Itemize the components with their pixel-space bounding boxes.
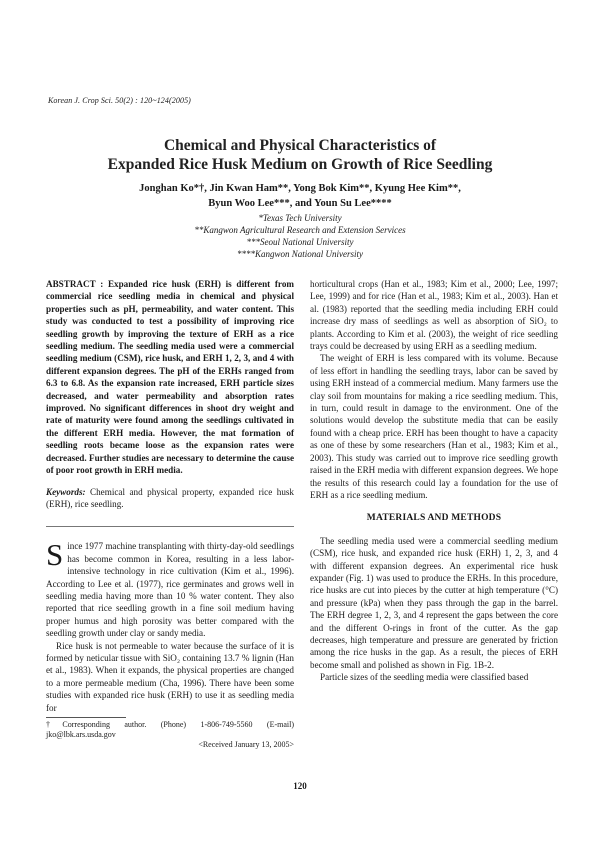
paper-title [40,136,560,174]
methods-paragraph-2: Particle sizes of the seedling media were classified based [320,672,529,683]
abstract [46,278,294,477]
abstract-text: Expanded rice husk (ERH) is different from commercial rice seedling media in chemical and physical properties such as pH, permeability, and water content. This study was conducted to test a possibility of improving rice seedling growth by improving the texture of ERH as a rice seedling medium. The seedling media used were a commercial seedling medium (CSM), rice husk, and ERH 1, 2, 3, and 4 with different expansion degrees. The pH of the ERHs ranged from 6.3 to 6.8. As the expansion rate increased, ERH particle sizes decreased, and water permeability and absorption rates improved. No significant differences in shoot dry weight and rate of maturity were found among the seedlings cultivated in the different ERH media. However, the mat formation of seedling roots became loose as the expansion rates were decreased. Further studies are necessary to determine the cause of poor root growth in ERH media. [46,279,294,476]
received-date: <Received January 13, 2005> [198,740,294,749]
corresponding-footnote: †Corresponding author. (Phone) 1-806-749-5560 (E-mail) jko@lbk.ars.usda.gov [46,720,294,739]
abstract-divider [46,526,294,527]
right-column [310,278,558,684]
affiliation-3: ***Seoul National University [246,237,354,247]
intro-p1-text: ince 1977 machine transplanting with thirty-day-old seedlings has become common in Korea, resulting in a less labor-intensive technology in rice cultivation (Kim et al., 1996). According to Lee et al. (1977), rice germinates and grows well in seedling media having more than 10 % water content. They also reported that rice seedling growth in a fine soil medium having proper humus and high porosity was better compared with the seedling growth under clay or sandy media. [46,541,294,639]
page-number: 120 [293,781,307,791]
right-paragraph-2: The weight of ERH is less compared with its volume. Because of less effort in handling the seedling trays, labor can be saved by using ERH instead of a commercial medium. Many farmers use the clay soil from mountains for making a rice seedling medium. This, in turn, could result in damage to the environment. One of the solutions would develop the substitute media that can be easily found with a cheap price. ERH has been thought to have a capacity as one of these by some researchers (Han et al., 1983; Kim et al., 2003). This study was carried out to improve rice seedling growth raised in the ERH media with different expansion degrees. We hope the results of this research could lay a foundation for the use of ERH as a rice seedling medium. [310,353,558,500]
keywords-lead: Keywords: [46,486,86,497]
footnote-divider [46,717,126,718]
left-column [46,278,294,750]
title-line-2: Expanded Rice Husk Medium on Growth of Rice Seedling [107,156,493,173]
right-paragraph-1: horticultural crops (Han et al., 1983; Kim et al., 2000; Lee, 1997; Lee, 1999) and for rice (Han et al., 1983; Kim et al., 2003). Han et al. (1983) reported that the seedling media including ERH could increase dry mass of seedlings as well as absorption of SiO₂ to plants. According to Kim et al. (2003), the weight of rice seedling trays could be decreased by using ERH as a seedling medium. [310,279,558,352]
affiliation-4: ****Kangwon National University [237,249,363,259]
journal-citation: Korean J. Crop Sci. 50(2) : 120~124(2005) [48,96,191,105]
methods-paragraph-1: The seedling media used were a commercial seedling medium (CSM), rice husk, and expanded rice husk (ERH) 1, 2, 3, and 4 with different expansion degrees. An experimental rice husk expander (Fig. 1) was used to produce the ERHs. In this procedure, rice husks are cut into pieces by the cutter at high temperature (°C) and pressure (kPa) when they pass through the gap in the barrel. The ERH degree 1, 2, 3, and 4 represent the gaps between the core and the different O-rings in front of the cutter. As the gap decreases, high temperature and pressure are generated by friction among the rice husks in the gap. As a result, the pieces of ERH become small and polished as shown in Fig. 1B-2. [310,535,558,670]
authors-line-1: Jonghan Ko*†, Jin Kwan Ham**, Yong Bok Kim**, Kyung Hee Kim**, [139,183,461,194]
authors-line-2: Byun Woo Lee***, and Youn Su Lee**** [208,198,392,209]
affiliations [40,212,560,260]
section-heading: MATERIALS AND METHODS [366,513,502,524]
affiliation-1: *Texas Tech University [258,213,342,223]
affiliation-2: **Kangwon Agricultural Research and Extension Services [194,225,406,235]
keywords-text: Chemical and physical property, expanded rice husk (ERH), rice seedling. [46,486,294,509]
keywords [46,486,294,511]
intro-paragraph-2: Rice husk is not permeable to water because the surface of it is formed by neticular tissue with SiO₂ containing 13.7 % lignin (Han et al., 1983). When it expands, the physical properties are changed to a more permeable medium (Cha, 1996). There have been some studies with expanded rice husk (ERH) to use it as seedling media for [46,640,294,713]
drop-cap: S [46,537,64,573]
abstract-lead: ABSTRACT : [46,279,104,289]
title-line-1: Chemical and Physical Characteristics of [163,137,437,154]
intro-paragraph-1 [46,537,294,639]
author-list [40,181,560,211]
